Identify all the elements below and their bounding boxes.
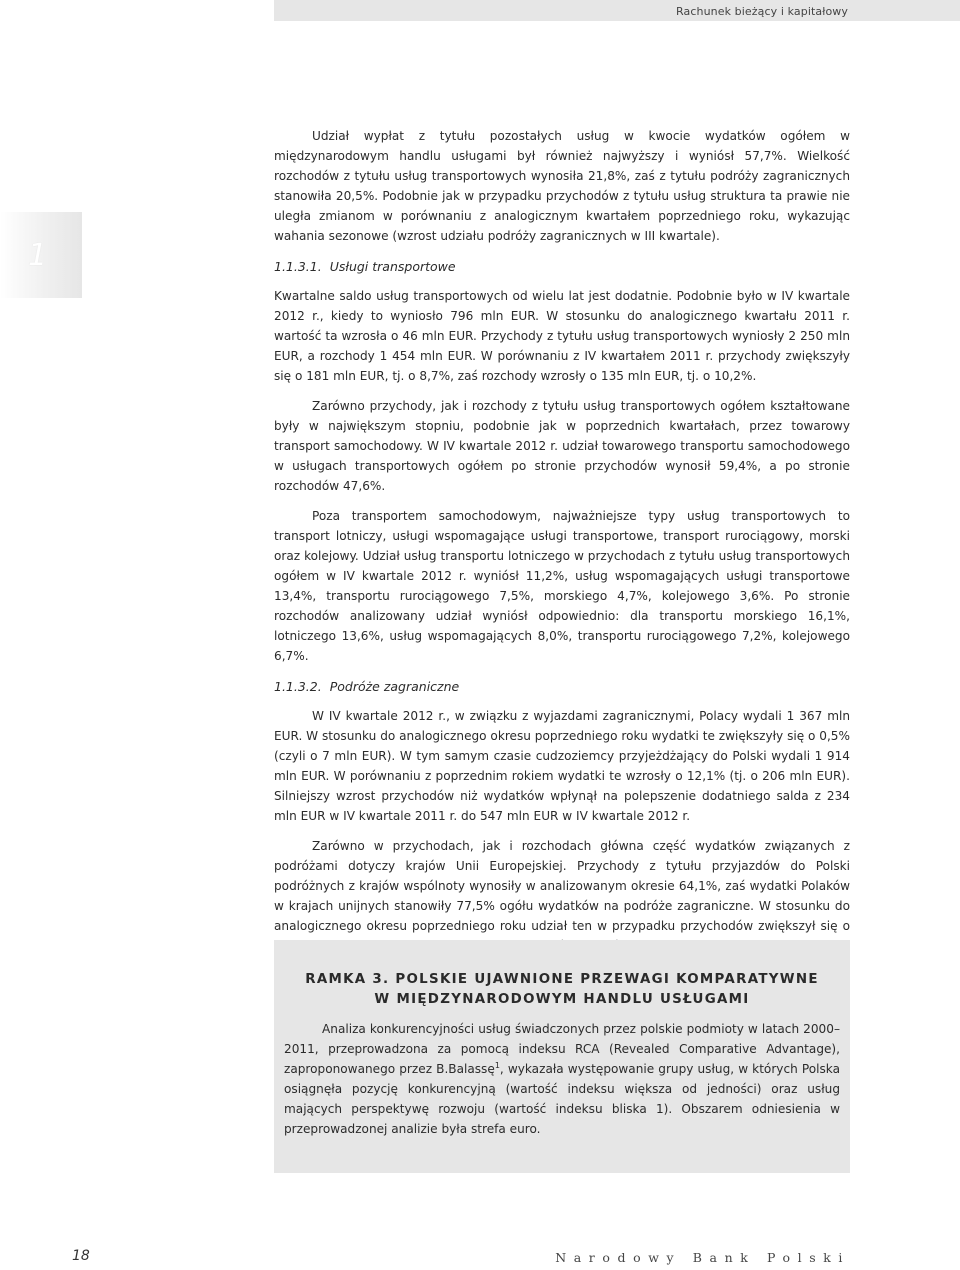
running-header-title: Rachunek bieżący i kapitałowy: [676, 5, 848, 18]
paragraph: Poza transportem samochodowym, najważniejsze typy usług transportowych to transport lotniczy, usługi wspomagające usługi transportowe, transport rurociągowy, morski oraz kolejowy. Udział usług transportu lotniczego w przychodach z tytułu usług transportowych ogółem w IV kwartale 2012 r. wyniósł 11,2%, usług wspomagających usługi transportowe 13,4%, transportu rurociągowego 7,5%, morskiego 4,7%, kolejowego 3,6%. Po stronie rozchodów analizowany udział wyniósł odpowiednio: dla transportu morskiego 16,1%, lotniczego 13,6%, usług wspomagających 8,0%, transportu rurociągowego 7,2%, kolejowego 6,7%.: [274, 509, 850, 663]
main-content: [274, 126, 850, 976]
paragraph: W IV kwartale 2012 r., w związku z wyjazdami zagranicznymi, Polacy wydali 1 367 mln EUR. W stosunku do analogicznego okresu poprzedniego roku wydatki te zwiększyły się o 0,5% (czyli o 7 mln EUR). W tym samym czasie cudzoziemcy przyjeżdżający do Polski wydali 1 914 mln EUR. W porównaniu z poprzednim rokiem wydatki te wzrosły o 12,1% (tj. o 206 mln EUR). Silniejszy wzrost przychodów niż wydatków wpłynął na polepszenie dodatniego salda z 234 mln EUR w IV kwartale 2011 r. do 547 mln EUR w IV kwartale 2012 r.: [274, 709, 850, 823]
section-heading-transport: [274, 257, 850, 277]
box-title: [274, 970, 850, 1010]
chapter-number: 1: [28, 238, 48, 273]
section-number: 1.1.3.2.: [274, 679, 322, 694]
box-text-end: , wykazała występowanie grupy usług, w których Polska osiągnęła pozycję konkurencyjną (wartość indeksu większa od jedności) oraz usług mających perspektywę rozwoju (wartość indeksu bliska 1). Obszarem odniesienia w przeprowadzonej analizie była strefa euro.: [284, 1062, 840, 1136]
box-title-line1: RAMKA 3. POLSKIE UJAWNIONE PRZEWAGI KOMPARATYWNE: [305, 972, 819, 987]
running-header-bar: [274, 0, 960, 21]
page-number: 18: [72, 1248, 90, 1264]
box-text: [284, 1019, 840, 1139]
info-box: [274, 940, 850, 1173]
section-number: 1.1.3.1.: [274, 259, 322, 274]
section-title: Podróże zagraniczne: [329, 679, 460, 694]
paragraph: Udział wypłat z tytułu pozostałych usług w kwocie wydatków ogółem w międzynarodowym handlu usługami był również najwyższy i wyniósł 57,7%. Wielkość rozchodów z tytułu usług transportowych wynosiła 21,8%, zaś z tytułu podróży zagranicznych stanowiła 20,5%. Podobnie jak w przypadku przychodów z tytułu usług struktura ta prawie nie uległa zmianom w porównaniu z analogicznym kwartałem poprzedniego roku, wykazując wahania sezonowe (wzrost udziału podróży zagranicznych w III kwartale).: [274, 129, 850, 243]
publisher-name: Narodowy Bank Polski: [555, 1250, 850, 1265]
section-heading-travel: [274, 677, 850, 697]
section-title: Usługi transportowe: [329, 259, 456, 274]
box-title-line2: W MIĘDZYNARODOWYM HANDLU USŁUGAMI: [374, 992, 750, 1007]
box-text-start: Analiza konkurencyjności usług świadczonych przez polskie podmioty w latach 2000–2011, przeprowadzona za pomocą indeksu RCA (Revealed Comparative Advantage), zaproponowanego przez B.Balassę: [284, 1022, 840, 1076]
paragraph: Kwartalne saldo usług transportowych od wielu lat jest dodatnie. Podobnie było w IV kwartale 2012 r., kiedy to wyniosło 796 mln EUR. W stosunku do analogicznego kwartału 2011 r. wartość ta wzrosła o 46 mln EUR. Przychody z tytułu usług transportowych wyniosły 2 250 mln EUR, a rozchody 1 454 mln EUR. W porównaniu z IV kwartałem 2011 r. przychody zwiększyły się o 181 mln EUR, tj. o 8,7%, zaś rozchody wzrosły o 135 mln EUR, tj. o 10,2%.: [274, 289, 850, 383]
paragraph: Zarówno przychody, jak i rozchody z tytułu usług transportowych ogółem kształtowane były w największym stopniu, podobnie jak w poprzednich kwartałach, przez towarowy transport samochodowy. W IV kwartale 2012 r. udział towarowego transportu samochodowego w usługach transportowych ogółem po stronie przychodów wynosił 59,4%, a po stronie rozchodów 47,6%.: [274, 399, 850, 493]
paragraph: Zarówno w przychodach, jak i rozchodach główna część wydatków związanych z podróżami dotyczy krajów Unii Europejskiej. Przychody z tytułu przyjazdów do Polski podróżnych z krajów wspólnoty wynosiły w analizowanym okresie 64,1%, zaś wydatki Polaków w krajach unijnych stanowiły 77,5% ogółu wydatków na podróże zagraniczne. W stosunku do analogicznego okresu poprzedniego roku udział ten w przypadku przychodów zwiększył się o: [274, 839, 850, 933]
footnote-mark[interactable]: 1: [494, 1060, 500, 1070]
